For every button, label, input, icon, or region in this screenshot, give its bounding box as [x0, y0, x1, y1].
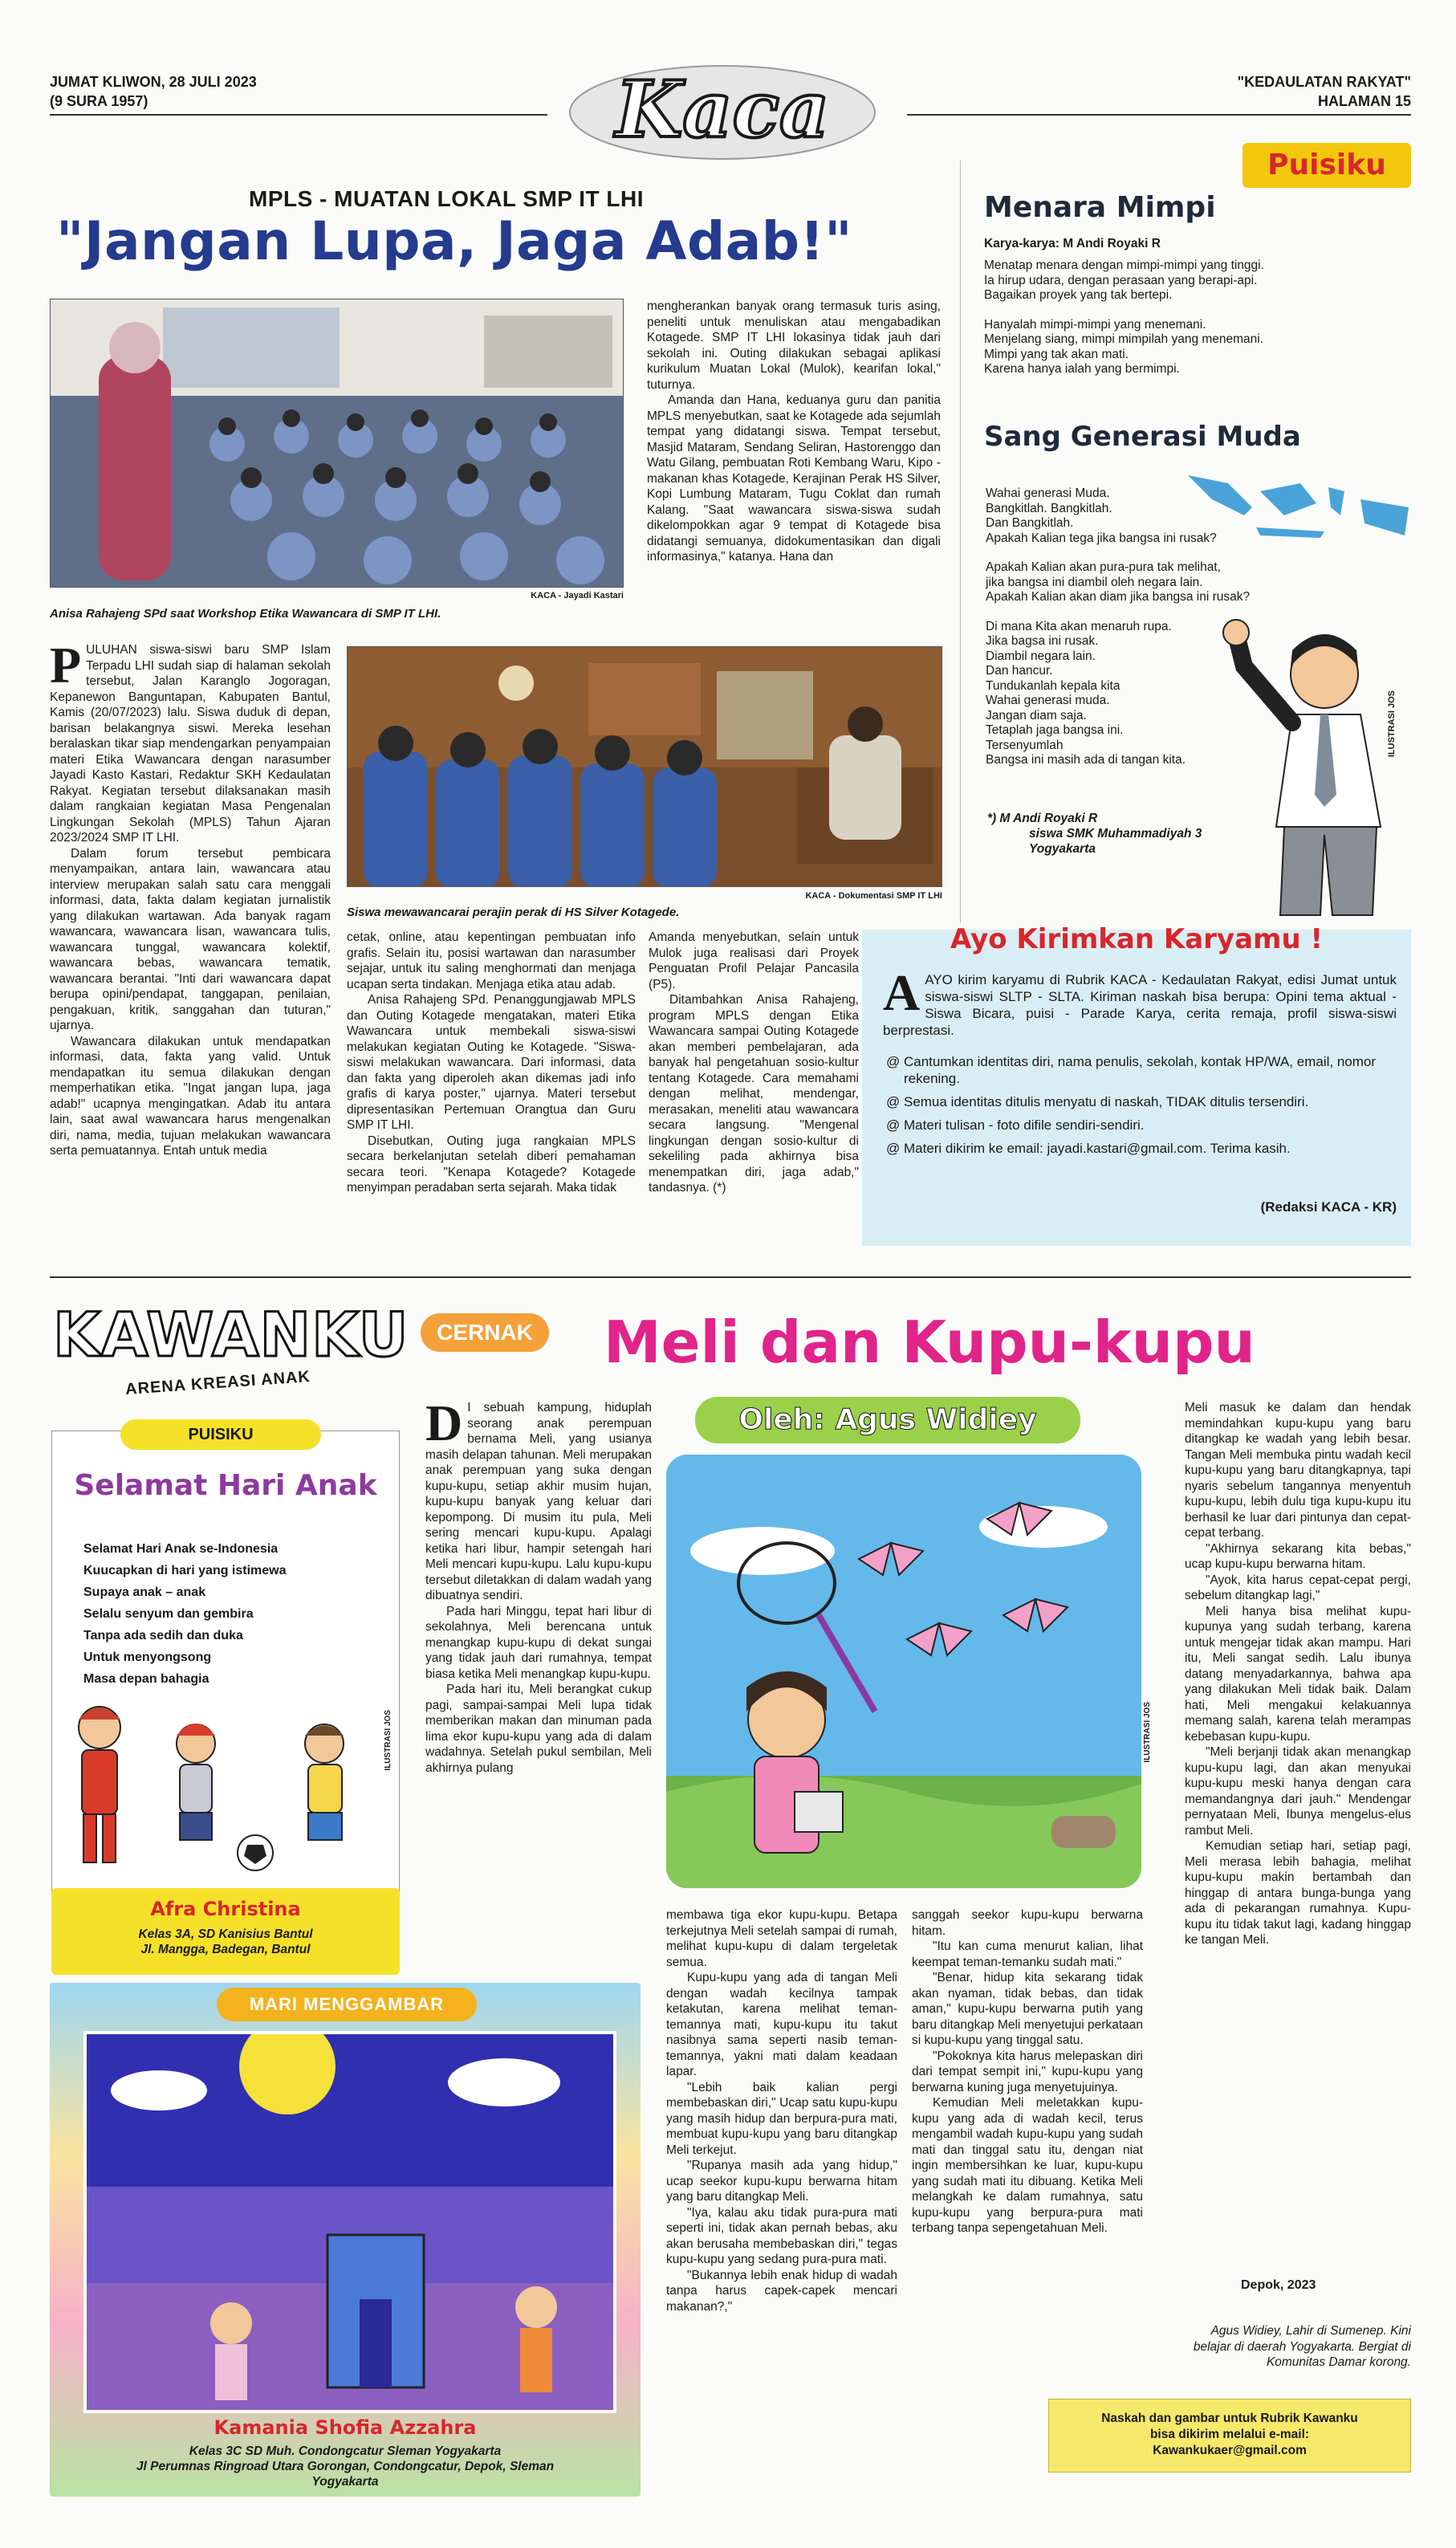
poet-name: Afra Christina [150, 1898, 301, 1920]
story-para: "Ayok, kita harus cepat-cepat pergi, sebelum ditangkap lagi," [1185, 1573, 1411, 1602]
story-para: "Meli berjanji tidak akan menangkap kupu-kupu lagi, dan akan menyukai kupu-kupu meski hanya dengan cara memandangnya dari jauh." Mendengar pernyataan Meli, Ibunya mengelus-elus rambut Meli. [1185, 1745, 1411, 1838]
article-kicker: MPLS - MUATAN LOKAL SMP IT LHI [249, 186, 645, 211]
story-para: Pada hari Minggu, tepat hari libur di sekolahnya, Meli berencana untuk menangkap kupu-kupu di dekat sungai yang tidak jauh dari rumahnya, tempat biasa ketika Meli menangkap kupu-kupu. [425, 1604, 652, 1681]
issue-date: JUMAT KLIWON, 28 JULI 2023 (9 SURA 1957) [50, 74, 257, 109]
article-para: Amanda menyebutkan, selain untuk Mulok juga realisasi dari Proyek Penguatan Profil Pelajar Pancasila (P5). [649, 930, 859, 991]
ayo-item: @ Materi dikirim ke email: jayadi.kastari@gmail.com. Terima kasih. [886, 1141, 1291, 1156]
story-para: Kemudian setiap hari, setiap pagi, Meli merasa lebih bahagia, melihat kupu-kupu makin bertambah dan hinggap di antara bunga-bunga yang ada di pekarangan rumahnya. Kupu-kupu itu tidak takut lagi, kadang hinggap ke tangan Meli. [1185, 1839, 1411, 1947]
header-rule-left [50, 114, 547, 116]
story-para: "Akhirnya sekarang kita bebas," ucap kupu-kupu berwarna hitam. [1185, 1541, 1411, 1571]
drawing-label: MARI MENGGAMBAR [217, 1988, 477, 2021]
story-col-2 [666, 1907, 897, 2314]
photo2-credit: KACA - Dokumentasi SMP IT LHI [805, 891, 942, 901]
photo2-caption: Siswa mewawancarai perajin perak di HS Silver Kotagede. [347, 906, 680, 919]
article-para: Wawancara dilakukan untuk mendapatkan informasi, data, fakta yang valid. Untuk mendapatkan itu semua dilakukan dengan memperhatikan etika. "Ingat jangan lupa, jaga adab!" ucapnya mengingatkan. Adab itu antara lain, saat awal wawancara harus mengenalkan diri, nama, media, tujuan melakukan wawancara serta pemuatannya. Entah untuk media [50, 1034, 331, 1158]
story-para: Pada hari itu, Meli berangkat cukup pagi, sampai-sampai Meli lupa tidak memberikan makan dan minuman pada lima ekor kupu-kupu yang ada di dalam wadahnya. Setelah pukul sembilan, Meli akhirnya pulang [425, 1683, 652, 1775]
article-col-2 [347, 930, 636, 1196]
poem-stanza: Wahai generasi Muda. Bangkitlah. Bangkitlah. Dan Bangkitlah. Apakah Kalian tega jika bangsa ini rusak? [986, 486, 1217, 545]
cernak-badge: CERNAK [421, 1313, 549, 1352]
story-para: "Lebih baik kalian pergi membebaskan diri," Ucap satu kupu-kupu yang masih hidup dan berpura-pura mati, membuat kupu-kupu yang baru ditangkap Meli terkejut. [666, 2080, 897, 2157]
story-illustration [666, 1455, 1141, 1888]
kids-playing-illustration [59, 1695, 388, 1888]
story-para: Kemudian Meli meletakkan kupu-kupu yang ada di wadah kecil, terus mengambil wadah kupu-kupu yang sudah mati dan tinggal satu itu, dengan niat ingin membersihkan ke luar, kupu-kupu yang sudah mati itu dibuang. Ketika Meli melangkah ke dalam rumahnya, satu kupu-kupu yang berpura-pura mati terbang tanpa sepengetahuan Meli. [912, 2096, 1143, 2235]
story-col-1 [425, 1394, 652, 1776]
story-para: "Pokoknya kita harus melepaskan diri dari tempat sempit ini," kupu-kupu yang berwarna kuning juga menyetujuinya. [912, 2049, 1143, 2094]
article-para: Ditambahkan Anisa Rahajeng, program MPLS dengan Etika Wawancara sampai Outing Kotagede akan memberi pembelajaran, ada banyak hal pengetahuan sosio-kultur tentang Kotagede. Cara memahami dengan melihat, mendengar, merasakan, meneliti atau wawancara secara langsung. "Mengenal lingkungan dengan sosio-kultur di sekeliling pada akhirnya bisa menempatkan diri, jaga adab," tandasnya. (*) [649, 993, 859, 1195]
masthead-text: Kaca [615, 64, 830, 155]
story-para: "Bukannya lebih enak hidup di wadah tanpa harus capek-capek mencari makanan?," [666, 2268, 897, 2314]
story-para: Meli masuk ke dalam dan hendak memindahkan kupu-kupu yang baru ditangkap ke wadah yang lebih besar. Tangan Meli membuka pintu wadah kecil kupu-kupu yang baru ditangkapnya, tapi nyaris sebelum tangannya menyentuh kupu-kupu, lebih dulu tiga kupu-kupu itu berhasil ke luar dari pintunya dan cepat-cepat terbang. [1185, 1401, 1411, 1540]
article-para: Dalam forum tersebut pembicara menyampaikan, antara lain, wawancara atau interview merupakan salah satu cara menggali informasi, data, fakta dalam kegiatan jurnalistik yang dilakukan wartawan. Ada banyak ragam wawancara, wawancara lisan, wawancara tulis, wawancara tunggal, wawancara kolektif, wawancara bebas, wawancara tematik, wawancara berantai. "Inti dari wawancara dapat berupa opini/pendapat, tanggapan, penilaian, pengakuan, kritik, sanggahan dan tuturan," ujarnya. [50, 846, 331, 1032]
ayo-intro: AAYO kirim karyamu di Rubrik KACA - Kedaulatan Rakyat, edisi Jumat untuk siswa-siswi SLTP - SLTA. Kiriman naskah bisa berupa: Opini tema aktual - Siswa Bicara, puisi - Parade Karya, cerita remaja, profil siswa-siswi berprestasi. [883, 964, 1397, 1038]
story-para: membawa tiga ekor kupu-kupu. Betapa terkejutnya Meli setelah sampai di rumah, melihat kupu-kupu di dalam tergeletak semua. [666, 1908, 897, 1969]
header-rule-right [907, 114, 1411, 116]
story-para: "Iya, kalau aku tidak pura-pura mati seperti ini, tidak akan pernah bebas, aku akan berusaha membebaskan diri," tegas kupu-kupu yang sedang pura-pura mati. [666, 2205, 897, 2266]
page-info: "KEDAULATAN RAKYAT" HALAMAN 15 [1237, 74, 1411, 109]
article-para: cetak, online, atau kepentingan pembuatan info grafis. Selain itu, posisi wartawan dan narasumber sejajar, untuk itu saling menghormati dan menjaga ucapan serta tindakan. Menjaga etika atau adab. [347, 930, 636, 991]
article-col-3-top [647, 299, 941, 565]
article-para: Anisa Rahajeng SPd. Penanggungjawab MPLS dan Outing Kotagede mengatakan, materi Etika Wawancara untuk membekali siswa-siswi melakukan kegiatan Outing ke Kotagede. "Siswa-siswi melakukan wawancara. Dari informasi, data dan fakta yang diperoleh akan dikemas jadi info grafis di karya poster," ujarnya. Materi tersebut dipresentasikan Pertemuan Orangtua dan Guru SMP IT LHI. [347, 993, 636, 1132]
ayo-item: @ Materi tulisan - foto difile sendiri-sendiri. [886, 1117, 1145, 1133]
artist-info: Kelas 3C SD Muh. Condongcatur Sleman Yogyakarta Jl Perumnas Ringroad Utara Gorongan, Condongcatur, Depok, Sleman Yogyakarta [136, 2444, 555, 2489]
dropcap-a: A [883, 964, 921, 1021]
story-para: Meli hanya bisa melihat kupu-kupunya yang sudah terbang, karena untuk mengejar tidak akan mampu. Hari itu, Meli sangat sedih. Lalu ibunya datang menyadarkannya, bahwa apa yang dilakukan Meli tidak baik. Dalam hati, Meli mengakui kelakuannya memang salah, karena telah merampas kebebasan kupu-kupu. [1185, 1604, 1411, 1744]
puisiku-label: PUISIKU [120, 1419, 321, 1450]
poem-stanza: Di mana Kita akan menaruh rupa. Jika bagsa ini rusak. Diambil negara lain. Dan hancur. Tundukanlah kepala kita Wahai generasi muda. Jangan diam saja. Tetaplah jaga bangsa ini. Tersenyumlah Bangsa ini masih ada di tangan kita. [986, 619, 1186, 767]
article-headline: "Jangan Lupa, Jaga Adab!" [56, 210, 853, 272]
dropcap-p: P [50, 637, 82, 694]
masthead-logo [562, 47, 883, 167]
section-divider [50, 1276, 1411, 1278]
poem-stanza: Hanyalah mimpi-mimpi yang menemani. Menjelang siang, mimpi mimpilah yang menemani. Mimpi yang tak akan mati. Karena hanya ialah yang bermimpi. [984, 317, 1264, 376]
story-col-3 [912, 1907, 1143, 2237]
submit-box: Naskah dan gambar untuk Rubrik Kawanku bisa dikirim melalui e-mail: Kawankukaer@gmail.com [1048, 2399, 1411, 2473]
story-para: "Itu kan cuma menurut kalian, lihat keempat teman-temanku sudah mati." [912, 1939, 1143, 1969]
poem2-signature: *) M Andi Royaki R siswa SMK Muhammadiyah 3 Yogyakarta [987, 812, 1202, 856]
dropcap-d: D [425, 1394, 463, 1451]
photo1-credit: KACA - Jayadi Kastari [531, 591, 624, 600]
article-para: mengherankan banyak orang termasuk turis asing, peneliti untuk menuliskan atau mengabadikan Kotagede. SMP IT LHI lokasinya tidak jauh dari sekolah ini. Outing dilakukan sebagai aplikasi kurikulum Muatan Lokal (Mulok), kearifan lokal," tuturnya. [647, 299, 941, 392]
story-para: D I sebuah kampung, hiduplah seorang anak perempuan bernama Meli, yang usianya masih delapan tahunan. Meli merupakan anak perempuan yang suka dengan kupu-kupu, setiap akhir musim hujan, kupu-kupu banyak yang keluar dari kepompong. Di musim itu pula, Meli sering mencari kupu-kupu. Apalagi ketika hari libur, hampir setengah hari Meli mencari kupu-kupu. Lalu kupu-kupu tersebut diletakkan di dalam wadah yang dibuatnya sendiri. [425, 1394, 652, 1602]
student-illustration [1220, 618, 1413, 923]
story-byline: Oleh: Agus Widiey [695, 1397, 1080, 1443]
story-bio: Agus Widiey, Lahir di Sumenep. Kini belajar di daerah Yogyakarta. Bergiat di Komunitas Damar korong. [1193, 2324, 1411, 2369]
story-para: sanggah seekor kupu-kupu berwarna hitam. [912, 1908, 1143, 1938]
ayo-sign: (Redaksi KACA - KR) [1260, 1199, 1397, 1215]
article-para: Disebutkan, Outing juga rangkaian MPLS secara berkelanjutan setelah diberi pemahaman secara teori. "Kenapa Kotagede? Kotagede menyimpan peradaban serta sejarah. Maka tidak [347, 1134, 636, 1195]
article-para: Amanda dan Hana, keduanya guru dan panitia MPLS menyebutkan, saat ke Kotagede ada sejumlah tempat yang didatangi siswa. Tempat tersebut, Masjid Mataram, Sendang Seliran, Hastorenggo dan Watu Gilang, pembuatan Roti Kembang Waru, Kipo - makanan khas Kotagede, Kerajinan Perak HS Silver, Kopi Lumbung Mataram, Tugu Coklat dan rumah Kalang. "Saat wawancara siswa-siswa sudah dikelompokkan agar 9 tempat di Kotagede bisa didatangi semuanya, didokumentasikan dan digali informasinya," katanya. Hana dan [647, 393, 941, 564]
photo1-caption: Anisa Rahajeng SPd saat Workshop Etika Wawancara di SMP IT LHI. [50, 607, 441, 621]
poem1-author: Karya-karya: M Andi Royaki R [984, 237, 1161, 250]
poem2-title: Sang Generasi Muda [984, 421, 1301, 453]
story-para: "Benar, hidup kita sekarang tidak akan nyaman, tidak bebas, dan tidak aman," kupu-kupu berwarna putih yang baru ditangkap Meli menyetujui perkataan si kupu-kupu yang tinggal satu. [912, 1971, 1143, 2047]
artist-name: Kamania Shofia Azzahra [214, 2416, 477, 2439]
poet-info: Kelas 3A, SD Kanisius Bantul Jl. Mangga, Badegan, Bantul [138, 1927, 313, 1956]
photo-silver [347, 646, 942, 887]
kids-poem-body: Selamat Hari Anak se-Indonesia Kuucapkan di hari yang istimewa Supaya anak – anak Selalu senyum dan gembira Tanpa ada sedih dan duka Untuk menyongsong Masa depan bahagia [83, 1542, 287, 1686]
story-para: "Rupanya masih ada yang hidup," ucap seekor kupu-kupu berwarna hitam yang baru ditangkap Meli. [666, 2159, 897, 2204]
story-para: Kupu-kupu yang ada di tangan Meli dengan wadah kecilnya tampak ketakutan, karena melihat teman-temannya mati, kupu-kupu itu takut nasibnya sama seperti nasib teman-temannya, yakni mati dalam keadaan lapar. [666, 1971, 897, 2078]
poem-illus-credit: ILUSTRASI JOS [1387, 690, 1397, 758]
poem1-body [984, 258, 1401, 392]
kids-illus-credit: ILUSTRASI JOS [384, 1710, 392, 1771]
story-col-4 [1185, 1400, 1411, 1948]
story-illus-credit: ILUSTRASI JOS [1143, 1702, 1152, 1763]
kawanku-tagline: ARENA KREASI ANAK [124, 1367, 311, 1399]
photo-workshop [50, 299, 624, 588]
puisiku-badge: Puisiku [1242, 143, 1411, 188]
article-col-1 [50, 637, 331, 1159]
ayo-item: @ Semua identitas ditulis menyatu di naskah, TIDAK ditulis tersendiri. [886, 1094, 1309, 1109]
kids-drawing [83, 2031, 616, 2413]
ayo-list [886, 1053, 1397, 1163]
ayo-item: @ Cantumkan identitas diri, nama penulis, sekolah, kontak HP/WA, email, nomor rekening. [886, 1054, 1377, 1086]
kawanku-brand: KAWANKU [53, 1299, 409, 1370]
poem-stanza: Menatap menara dengan mimpi-mimpi yang tinggi. Ia hirup udara, dengan perasaan yang berapi-api. Bagaikan proyek yang tak bertepi. [984, 258, 1264, 302]
ayo-title: Ayo Kirimkan Karyamu ! [950, 923, 1324, 955]
story-place: Depok, 2023 [1241, 2278, 1316, 2292]
story-title: Meli dan Kupu-kupu [604, 1309, 1255, 1376]
article-col-3-bottom [649, 930, 859, 1196]
article-para: PULUHAN siswa-siswi baru SMP Islam Terpadu LHI sudah siap di halaman sekolah tersebut, Jalan Karanglo Jogoragan, Kepanewon Banguntapan, Kabupaten Bantul, Kamis (20/07/2023) lalu. Siswa duduk di depan, barisan belakangnya siswi. Mereka lesehan beralaskan tikar siap mendengarkan penyampaian materi Etika Wawancara dengan narasumber Jayadi Kasto Kastari, Redaktur SKH Kedaulatan Rakyat. Kegiatan tersebut dilaksanakan masih dalam rangkaian kegiatan Masa Pengenalan Lingkungan Sekolah (MPLS) Tahun Ajaran 2023/2024 SMP IT LHI. [50, 637, 331, 845]
poem1-title: Menara Mimpi [984, 191, 1216, 224]
kids-poem-title: Selamat Hari Anak [74, 1469, 377, 1502]
poem-stanza: Apakah Kalian akan pura-pura tak melihat, jika bangsa ini diambil oleh negara lain. Apakah Kalian akan diam jika bangsa ini rusak? [986, 560, 1251, 604]
